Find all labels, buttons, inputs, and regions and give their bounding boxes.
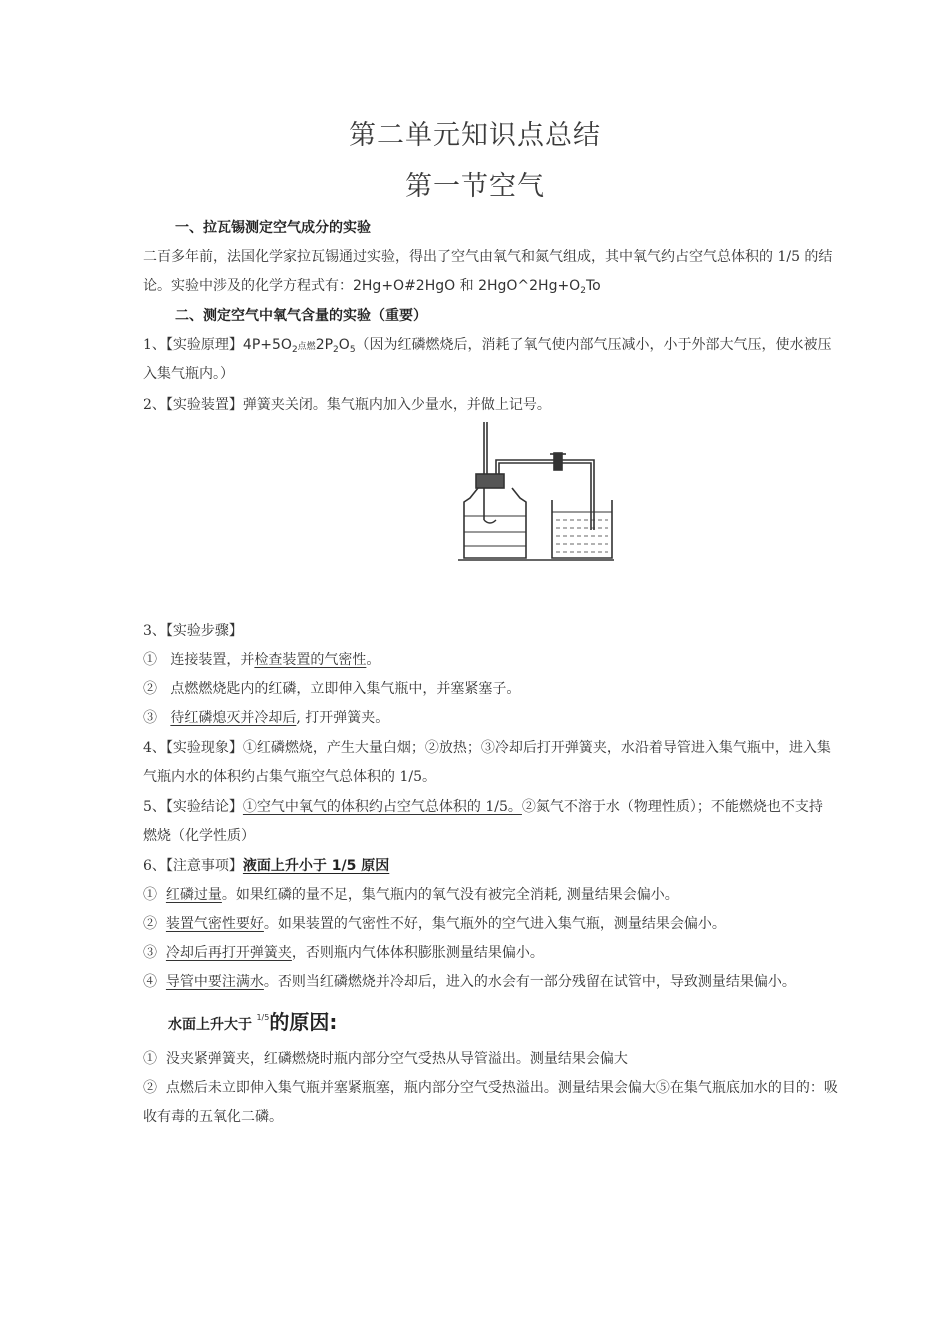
page-title: 第二单元知识点总结 <box>349 120 601 151</box>
section1-paragraph-line1: 二百多年前，法国化学家拉瓦锡通过实验，得出了空气由氧气和氮气组成，其中氧气约占空气总体积的 1/5 的结 <box>143 249 833 265</box>
note-1: ① 红磷过量。如果红磷的量不足，集气瓶内的氧气没有被完全消耗, 测量结果会偏小。 <box>143 887 679 903</box>
principle-line2: 入集气瓶内。） <box>143 366 234 382</box>
phenomena-line1: 4、【实验现象】①红磷燃烧，产生大量白烟；②放热；③冷却后打开弹簧夹，水沿着导管进入集气瓶中，进入集 <box>143 740 831 756</box>
phenomena-line2: 气瓶内水的体积约占集气瓶空气总体积的 1/5。 <box>143 769 436 785</box>
apparatus-diagram <box>456 420 616 565</box>
note-2: ② 装置气密性要好。如果装置的气密性不好，集气瓶外的空气进入集气瓶，测量结果会偏小。 <box>143 916 726 932</box>
note-4: ④ 导管中要注满水。否则当红磷燃烧并冷却后，进入的水会有一部分残留在试管中，导致测量结果偏小。 <box>143 974 796 990</box>
steps-heading: 3、【实验步骤】 <box>143 623 243 639</box>
apparatus-line: 2、【实验装置】弹簧夹关闭。集气瓶内加入少量水，并做上记号。 <box>143 397 551 413</box>
notes-heading: 6、【注意事项】液面上升小于 1/5 原因 <box>143 858 390 874</box>
conclusion-line1: 5、【实验结论】①空气中氧气的体积约占空气总体积的 1/5。②氮气不溶于水（物理性质）；不能燃烧也不支持 <box>143 799 823 815</box>
reason-1: ① 没夹紧弹簧夹，红磷燃烧时瓶内部分空气受热从导管溢出。测量结果会偏大 <box>143 1051 628 1067</box>
section2-heading: 二、测定空气中氧气含量的实验（重要） <box>175 308 427 324</box>
note-3: ③ 冷却后再打开弹簧夹，否则瓶内气体体积膨胀测量结果偏小。 <box>143 945 544 961</box>
step-3: ③ 待红磷熄灭并冷却后, 打开弹簧夹。 <box>143 710 390 726</box>
section1-paragraph-line2: 论。实验中涉及的化学方程式有：2Hg+O#2HgO 和 $2HgO\^{}2Hg+O_2To$ <box>143 278 601 296</box>
principle-line1: 1、【实验原理】$4P+5O_2$点燃$2P_2O_5$（因为红磷燃烧后，消耗了氧气使内部气压减小，小于外部大气压，使水被压 <box>143 337 832 355</box>
step-2: ② 点燃燃烧匙内的红磷，立即伸入集气瓶中，并塞紧塞子。 <box>143 681 521 697</box>
conclusion-line2: 燃烧（化学性质） <box>143 828 255 844</box>
reason-2-line1: ② 点燃后未立即伸入集气瓶并塞紧瓶塞，瓶内部分空气受热溢出。测量结果会偏大⑤在集气瓶底加水的目的：吸 <box>143 1080 838 1096</box>
reason-2-line2: 收有毒的五氧化二磷。 <box>143 1109 283 1125</box>
section1-heading: 一、拉瓦锡测定空气成分的实验 <box>175 220 371 236</box>
page-subtitle: 第一节空气 <box>405 171 545 202</box>
reason-heading: 水面上升大于 $^{1/5}$的原因: <box>168 1010 338 1034</box>
step-1: ① 连接装置，并检查装置的气密性。 <box>143 652 381 668</box>
